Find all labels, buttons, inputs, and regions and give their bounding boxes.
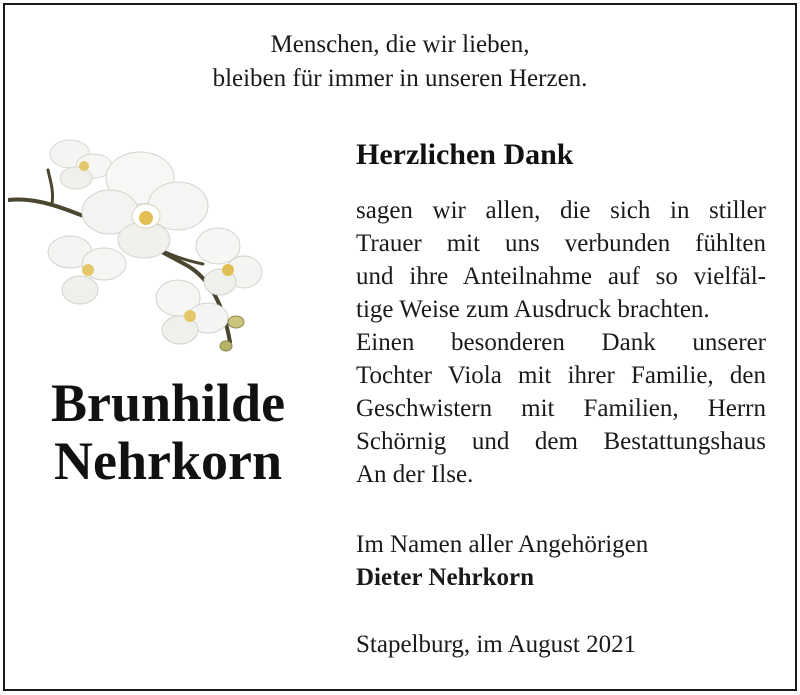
thanks-heading: Herzlichen Dank bbox=[356, 138, 574, 171]
body-line: Tochter Viola mit ihrer Familie, den bbox=[356, 362, 766, 389]
body-line: Schörnig und dem Bestattungshaus bbox=[356, 428, 766, 455]
orchid-flower-icon bbox=[8, 132, 268, 362]
body-line: Geschwistern mit Familien, Herrn bbox=[356, 395, 766, 422]
motto-line-2: bleiben für immer in unseren Herzen. bbox=[212, 65, 588, 92]
motto-line-1: Menschen, die wir lieben, bbox=[270, 31, 530, 58]
deceased-first-name: Brunhilde bbox=[50, 373, 286, 433]
deceased-last-name: Nehrkorn bbox=[54, 431, 282, 491]
body-line: Einen besonderen Dank unserer bbox=[356, 329, 766, 356]
signature-name: Dieter Nehrkorn bbox=[356, 564, 534, 591]
body-line: und ihre Anteilnahme auf so vielfäl- bbox=[356, 263, 766, 290]
place-date: Stapelburg, im August 2021 bbox=[356, 631, 637, 658]
body-line: Trauer mit uns verbunden fühlten bbox=[356, 230, 766, 257]
body-line: tige Weise zum Ausdruck brachten. bbox=[356, 296, 710, 323]
signature-intro: Im Namen aller Angehörigen bbox=[356, 531, 649, 558]
body-line: An der Ilse. bbox=[356, 461, 474, 488]
body-line: sagen wir allen, die sich in stiller bbox=[356, 197, 766, 224]
